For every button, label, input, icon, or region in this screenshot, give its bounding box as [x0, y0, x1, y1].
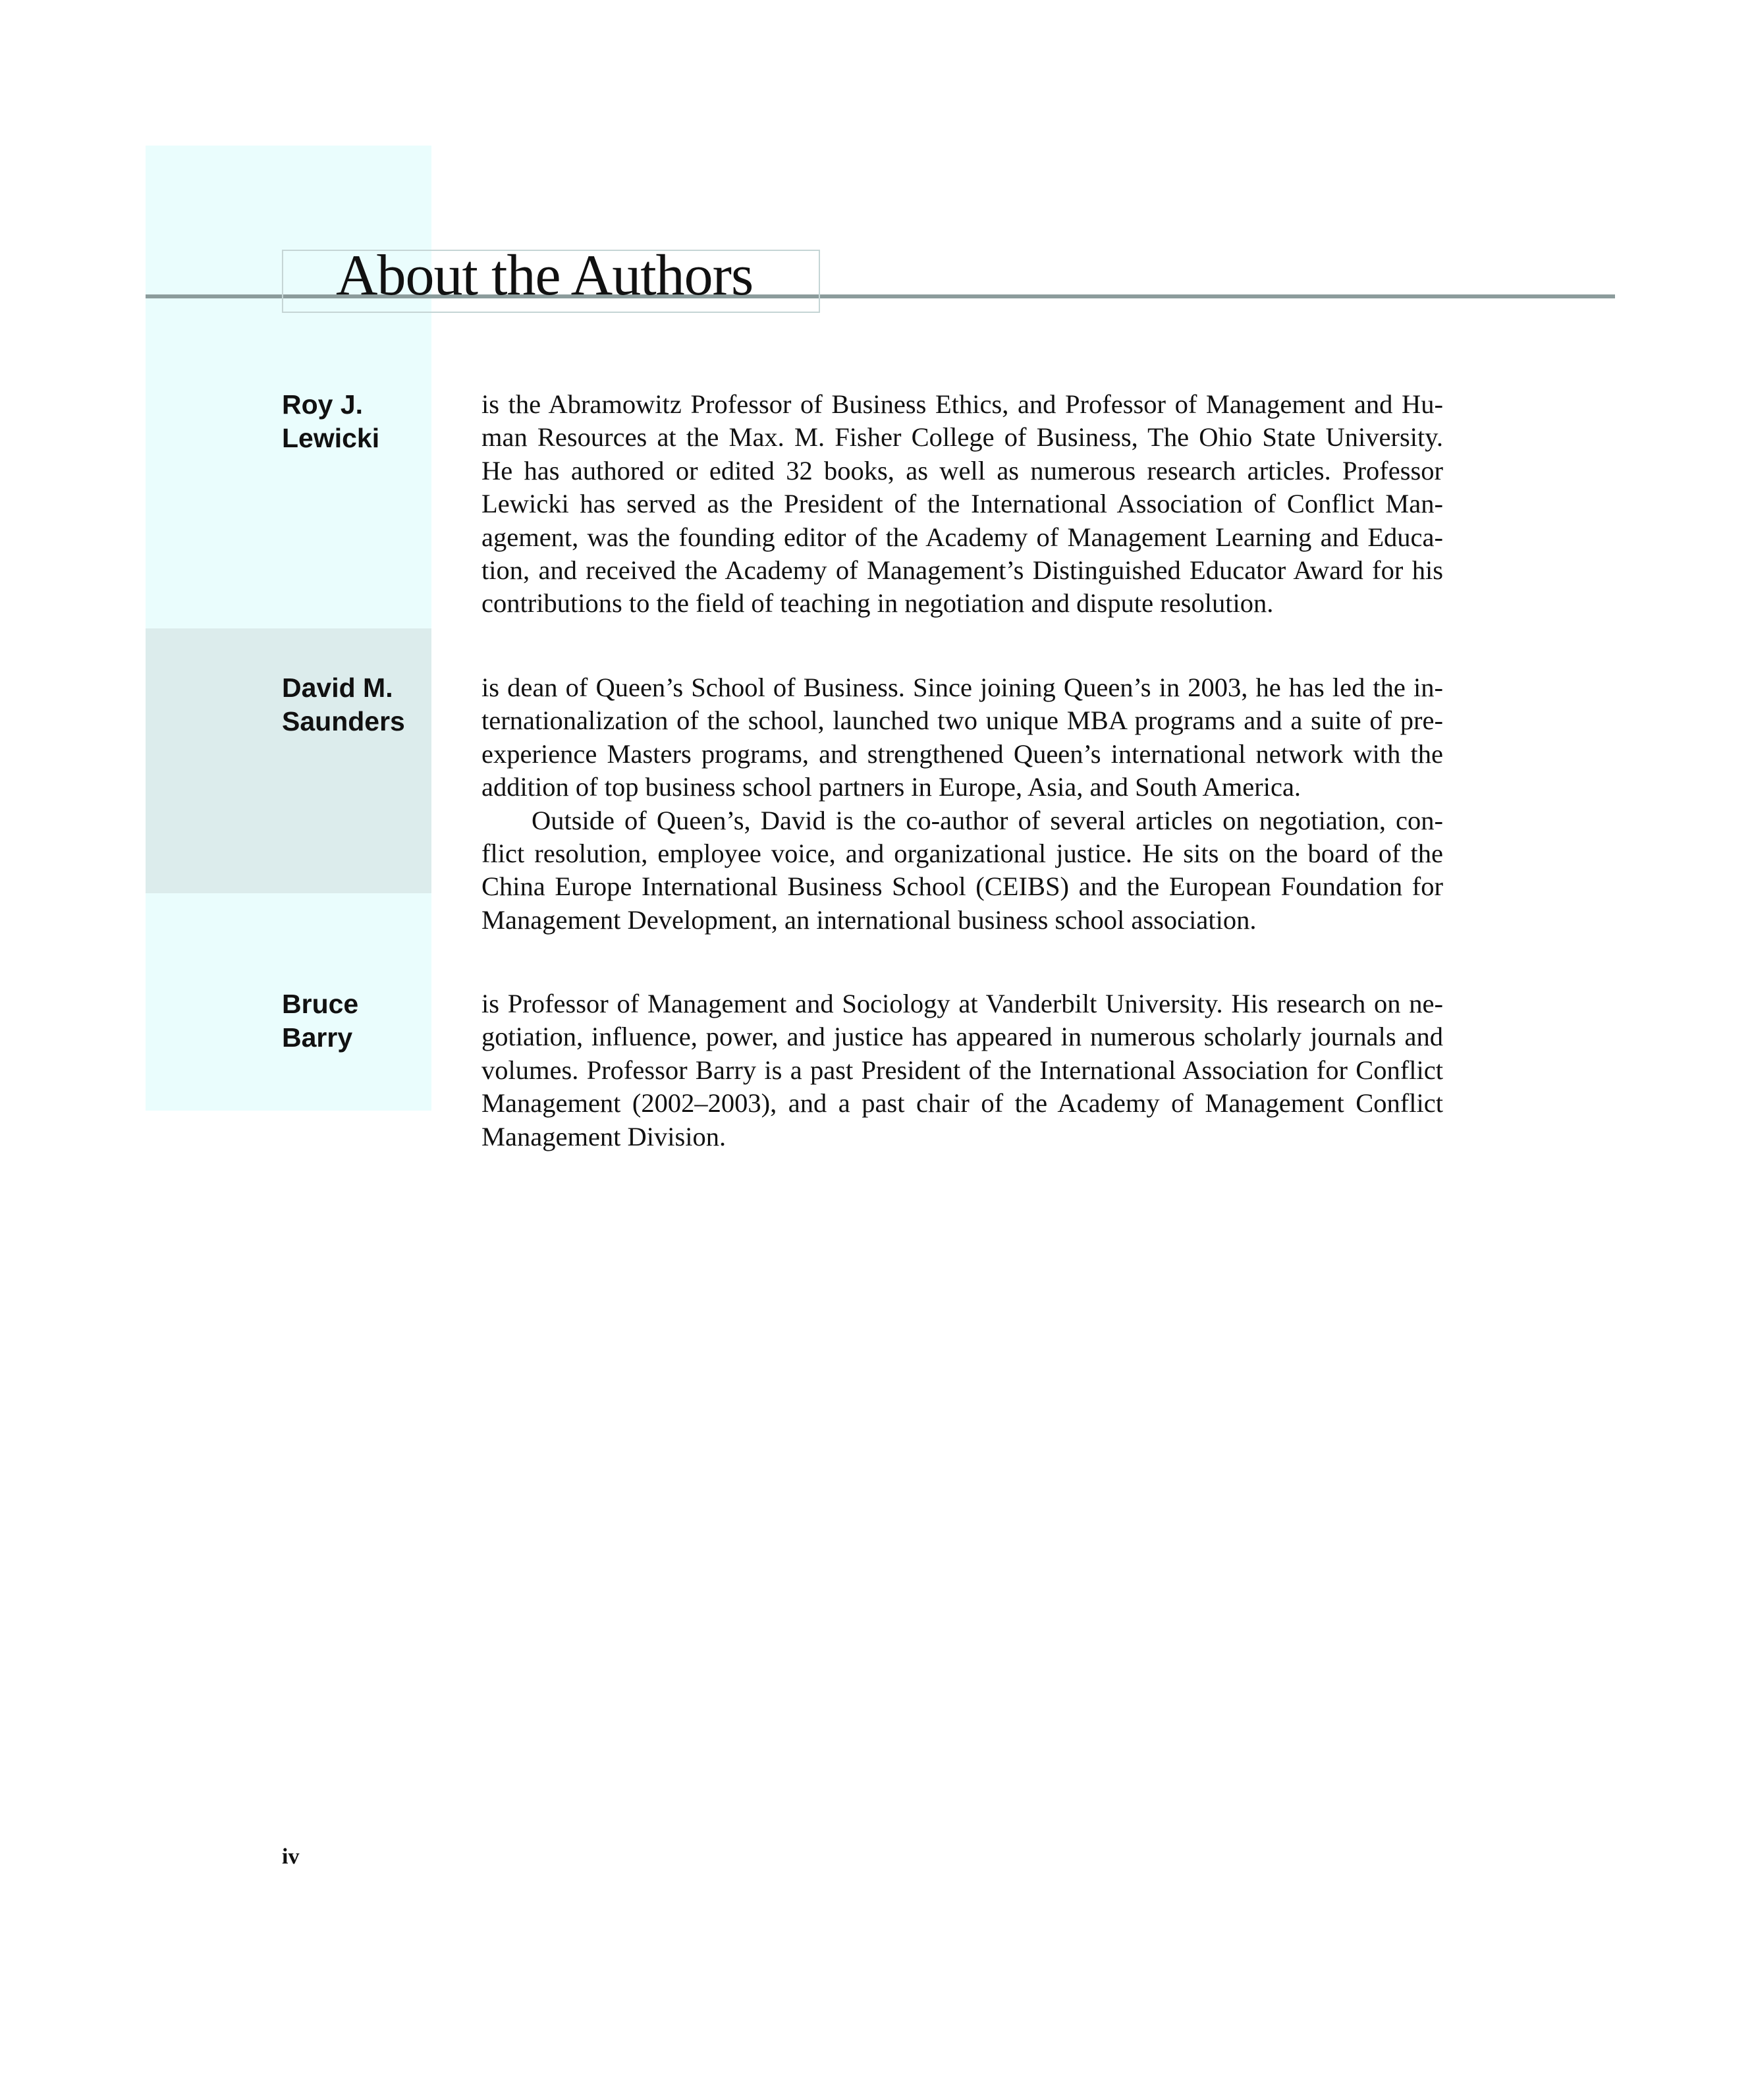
- bio-line: Management Division.: [481, 1121, 726, 1151]
- bio-line: is Professor of Management and Sociology at Vanderbilt University. His research on ne-: [481, 989, 1443, 1018]
- bio-line: tion, and received the Academy of Management’s Distinguished Educator Award for his: [481, 555, 1443, 586]
- bio-line: Outside of Queen’s, David is the co-author of several articles on negotiation, con-: [532, 805, 1443, 835]
- bio-line: experience Masters programs, and strengthened Queen’s international network with the: [481, 738, 1443, 769]
- author-name-line: Lewicki: [282, 423, 380, 453]
- bio-line: agement, was the founding editor of the Academy of Management Learning and Educa-: [481, 522, 1443, 552]
- bio-line: is dean of Queen’s School of Business. Since joining Queen’s in 2003, he has led the in-: [481, 673, 1443, 702]
- bio-line: Management Development, an international business school association.: [481, 904, 1257, 935]
- author-name-line: Barry: [282, 1022, 353, 1053]
- bio-line: Lewicki has served as the President of the International Association of Conflict Man-: [481, 489, 1443, 519]
- author-name-line: Roy J.: [282, 389, 364, 420]
- bio-line: flict resolution, employee voice, and organizational justice. He sits on the board of the: [481, 839, 1443, 869]
- author-bio-lewicki: [481, 388, 1443, 621]
- bio-line: China Europe International Business School (CEIBS) and the European Foundation for: [481, 871, 1443, 902]
- bio-line: addition of top business school partners in Europe, Asia, and South America.: [481, 772, 1302, 802]
- page-title: About the Authors: [336, 244, 754, 308]
- page-number: iv: [282, 1844, 300, 1869]
- author-name-line: David M.: [282, 673, 393, 703]
- bio-line: man Resources at the Max. M. Fisher College of Business, The Ohio State University.: [481, 422, 1443, 453]
- author-bio-saunders: [481, 671, 1443, 937]
- bio-line: Management (2002–2003), and a past chair of the Academy of Management Conflict: [481, 1088, 1443, 1119]
- sidebar-highlight-band: [146, 628, 431, 893]
- bio-line: is the Abramowitz Professor of Business Ethics, and Professor of Management and Hu-: [481, 389, 1443, 419]
- bio-line: He has authored or edited 32 books, as well as numerous research articles. Professor: [481, 455, 1443, 485]
- bio-line: volumes. Professor Barry is a past President of the International Association for Conflict: [481, 1055, 1443, 1085]
- author-name-line: Saunders: [282, 706, 405, 736]
- author-bio-barry: [481, 987, 1443, 1153]
- author-name-lewicki: [282, 388, 379, 455]
- author-name-line: Bruce: [282, 989, 359, 1019]
- bio-line: gotiation, influence, power, and justice has appeared in numerous scholarly journals and: [481, 1022, 1443, 1052]
- bio-line: ternationalization of the school, launched two unique MBA programs and a suite of pre-: [481, 705, 1443, 736]
- author-name-barry: [282, 987, 358, 1055]
- author-name-saunders: [282, 671, 405, 738]
- bio-line: contributions to the field of teaching in negotiation and dispute resolution.: [481, 588, 1274, 619]
